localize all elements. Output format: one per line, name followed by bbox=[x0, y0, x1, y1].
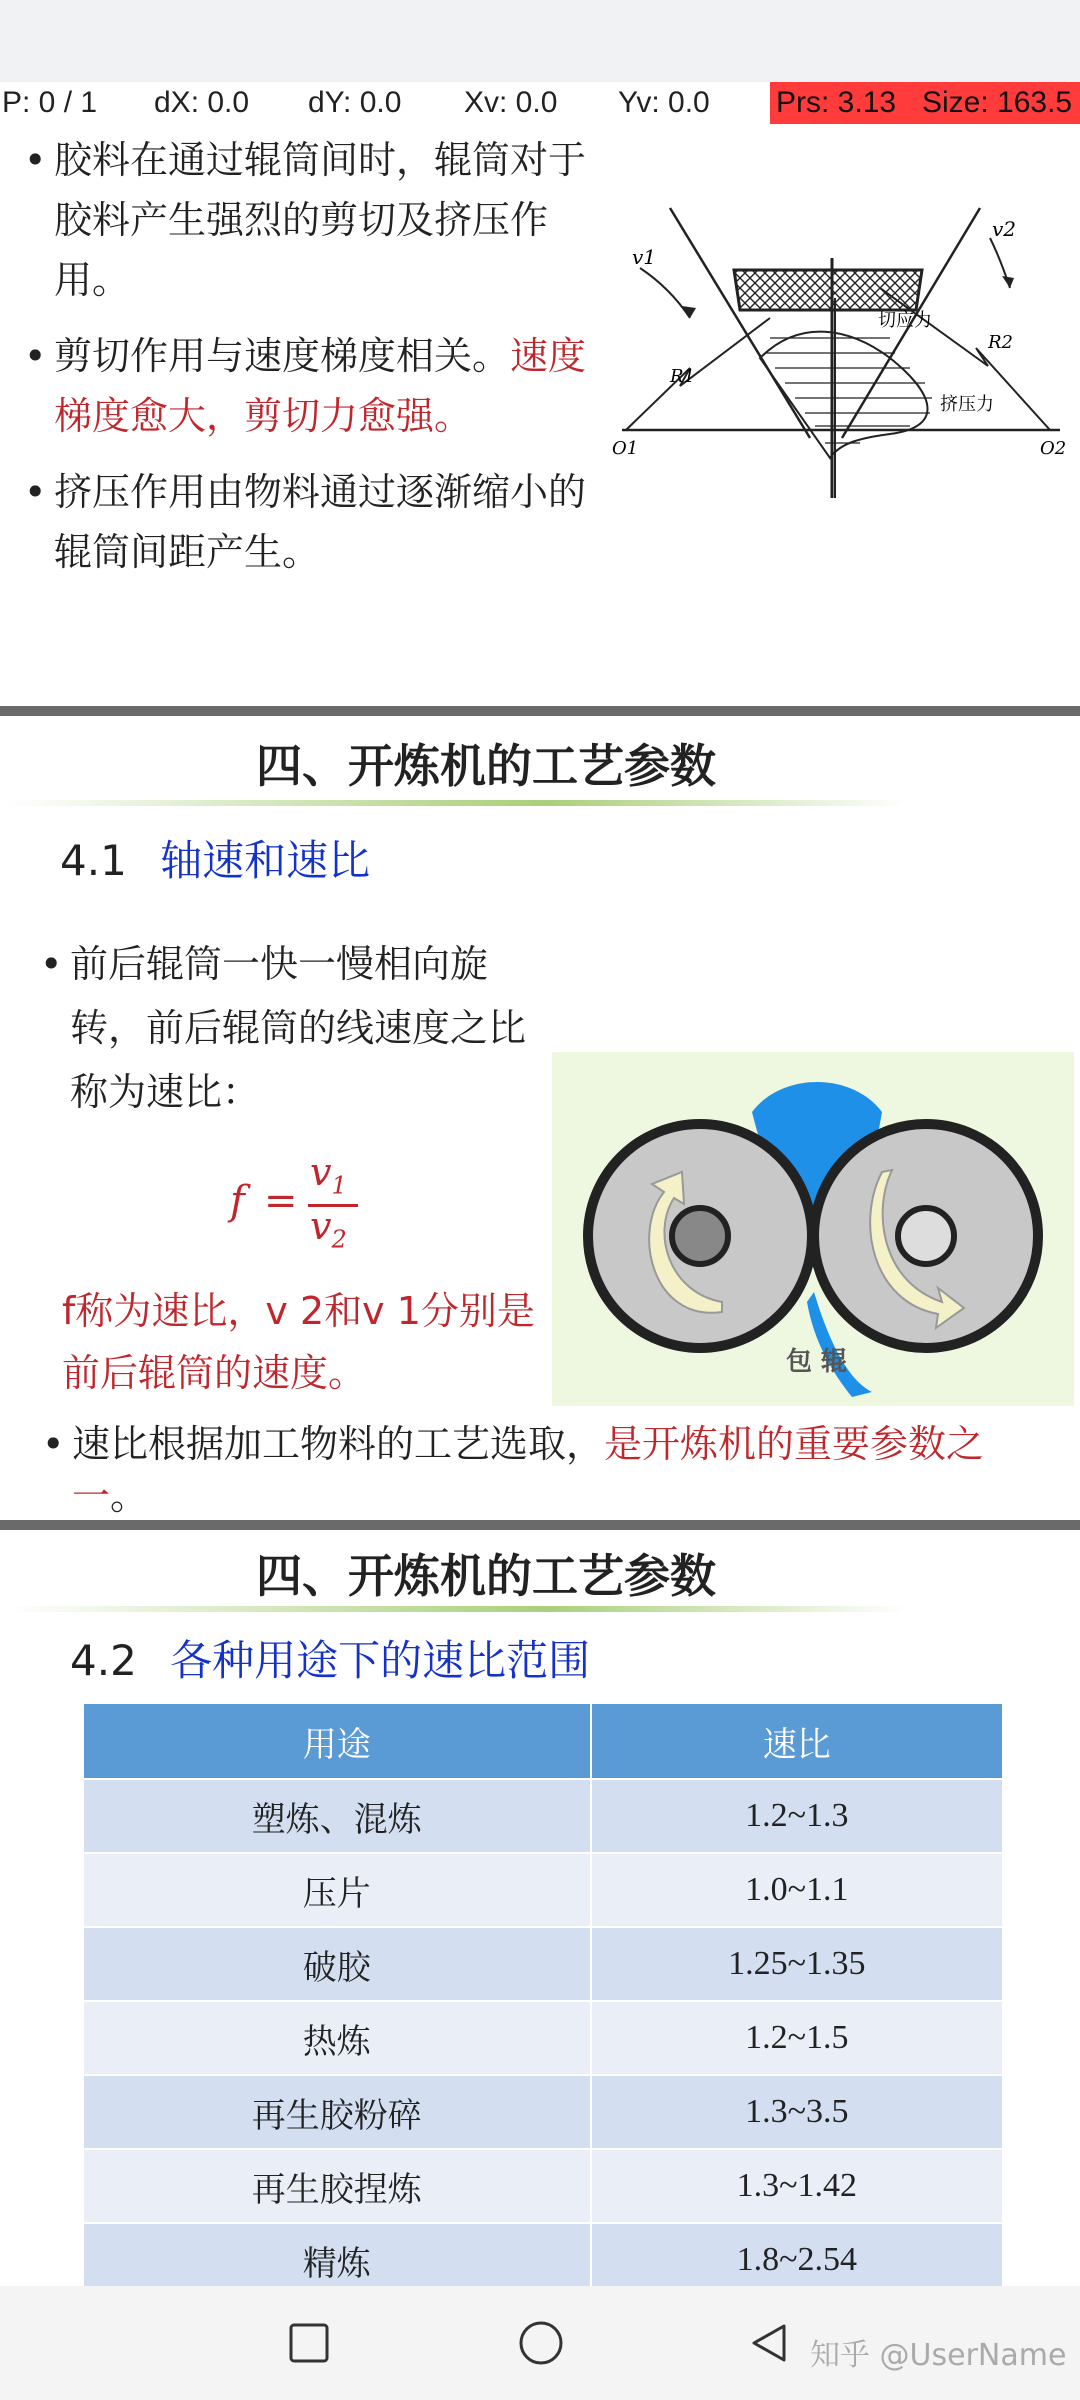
subsection-number: 4.2 bbox=[70, 1636, 137, 1685]
debug-yv: Yv: 0.0 bbox=[618, 86, 710, 119]
circle-icon[interactable] bbox=[516, 2318, 566, 2368]
label-v2: v2 bbox=[992, 217, 1017, 241]
debug-pointer: P: 0 / 1 bbox=[2, 86, 98, 119]
cell-ratio: 1.0~1.1 bbox=[591, 1853, 1003, 1927]
formula-equals: = bbox=[264, 1178, 298, 1224]
cell-usage: 再生胶粉碎 bbox=[83, 2075, 591, 2149]
cell-usage: 精炼 bbox=[83, 2223, 591, 2297]
debug-dx: dX: 0.0 bbox=[154, 86, 250, 119]
roller-illustration bbox=[552, 1052, 1074, 1406]
label-o1: O1 bbox=[612, 438, 639, 459]
table-row bbox=[83, 1853, 1003, 1927]
slide-speed-ratio bbox=[6, 718, 1074, 1524]
title-underline bbox=[6, 800, 906, 806]
table-row bbox=[83, 2149, 1003, 2223]
arrow-v1 bbox=[640, 268, 690, 318]
triangle-back-icon[interactable] bbox=[746, 2320, 792, 2366]
table-header-row bbox=[83, 1703, 1003, 1779]
label-r2: R2 bbox=[988, 332, 1014, 353]
bullet-text: 胶料在通过辊筒间时，辊筒对于胶料产生强烈的剪切及挤压作用。 bbox=[54, 138, 587, 302]
bullet-highlight: 速度梯度愈大，剪切力愈强。 bbox=[54, 334, 587, 438]
bullet-highlight: 是开炼机的重要参数之一 bbox=[72, 1422, 985, 1518]
bullet-item bbox=[24, 462, 604, 582]
section-title: 四、开炼机的工艺参数 bbox=[256, 739, 716, 793]
cell-ratio: 1.2~1.5 bbox=[591, 2001, 1003, 2075]
subsection-title: 轴速和速比 bbox=[160, 836, 371, 885]
stress-profile bbox=[760, 332, 928, 458]
funnel-line-left bbox=[670, 208, 810, 438]
label-r1: R1 bbox=[670, 366, 696, 387]
column-header-ratio: 速比 bbox=[591, 1703, 1003, 1779]
section-title: 四、开炼机的工艺参数 bbox=[256, 1549, 716, 1603]
cell-ratio: 1.2~1.3 bbox=[591, 1779, 1003, 1853]
slide-divider bbox=[0, 1520, 1080, 1530]
subsection-heading bbox=[60, 828, 370, 888]
bullet-item bbox=[24, 130, 604, 310]
subsection-heading bbox=[70, 1628, 590, 1688]
cell-ratio: 1.25~1.35 bbox=[591, 1927, 1003, 2001]
speed-ratio-formula bbox=[224, 1150, 364, 1258]
bullet-text: 速比根据加工物料的工艺选取， bbox=[72, 1422, 605, 1466]
cell-usage: 塑炼、混炼 bbox=[83, 1779, 591, 1853]
cell-ratio: 1.3~1.42 bbox=[591, 2149, 1003, 2223]
slide2-bullet1 bbox=[40, 932, 530, 1140]
cell-ratio: 1.3~3.5 bbox=[591, 2075, 1003, 2149]
table-row bbox=[83, 1779, 1003, 1853]
cell-ratio: 1.8~2.54 bbox=[591, 2223, 1003, 2297]
shear-stress-diagram bbox=[610, 198, 1070, 538]
table-row bbox=[83, 2075, 1003, 2149]
formula-numerator: $v_1$ bbox=[310, 1150, 347, 1200]
formula-note: f称为速比，v 2和v 1分别是前后辊筒的速度。 bbox=[62, 1289, 535, 1395]
label-shear: 切应力 bbox=[878, 310, 932, 331]
formula-denominator: $v_2$ bbox=[310, 1204, 347, 1254]
square-icon[interactable] bbox=[286, 2320, 332, 2366]
radius-r1 bbox=[626, 318, 770, 430]
cell-usage: 压片 bbox=[83, 1853, 591, 1927]
watermark: 知乎 @UserName bbox=[810, 2338, 1067, 2373]
table-row bbox=[83, 1927, 1003, 2001]
cell-usage: 再生胶捏炼 bbox=[83, 2149, 591, 2223]
column-header-usage: 用途 bbox=[83, 1703, 591, 1779]
debug-dy: dY: 0.0 bbox=[308, 86, 402, 119]
pointer-debug-overlay bbox=[0, 82, 1080, 124]
label-v1: v1 bbox=[632, 245, 657, 269]
bullet-item: • 速比根据加工物料的工艺选取，是开炼机的重要参数之一。 bbox=[42, 1418, 1022, 1522]
cell-usage: 热炼 bbox=[83, 2001, 591, 2075]
slide-speed-ratio-table bbox=[6, 1530, 1074, 2286]
bullet-item bbox=[24, 326, 604, 446]
subsection-title: 各种用途下的速比范围 bbox=[170, 1636, 591, 1685]
cell-usage: 破胶 bbox=[83, 1927, 591, 2001]
speed-ratio-table bbox=[82, 1702, 1004, 2298]
formula-f: f bbox=[230, 1178, 245, 1224]
slide-roll-mechanics bbox=[6, 124, 1074, 704]
roller-label: 包 辊 bbox=[786, 1347, 848, 1377]
bullet-text: 剪切作用与速度梯度相关。 bbox=[54, 334, 511, 378]
table-row bbox=[83, 2001, 1003, 2075]
document-viewer[interactable] bbox=[0, 124, 1080, 2286]
label-o2: O2 bbox=[1040, 438, 1067, 459]
subsection-number: 4.1 bbox=[60, 836, 127, 885]
slide1-bullets bbox=[24, 130, 604, 598]
label-squeeze: 挤压力 bbox=[940, 394, 994, 415]
bullet-text: 挤压作用由物料通过逐渐缩小的辊筒间距产生。 bbox=[54, 470, 587, 574]
rubber-block bbox=[734, 270, 922, 310]
status-bar bbox=[0, 0, 1080, 82]
debug-pressure: Prs: 3.13 bbox=[770, 82, 922, 124]
bullet-item bbox=[40, 932, 530, 1124]
debug-xv: Xv: 0.0 bbox=[464, 86, 558, 119]
bullet-text: 前后辊筒一快一慢相向旋转，前后辊筒的线速度之比称为速比： bbox=[70, 942, 527, 1114]
title-underline bbox=[6, 1606, 906, 1612]
slide-divider bbox=[0, 706, 1080, 716]
debug-size: Size: 163.5 bbox=[916, 82, 1080, 124]
